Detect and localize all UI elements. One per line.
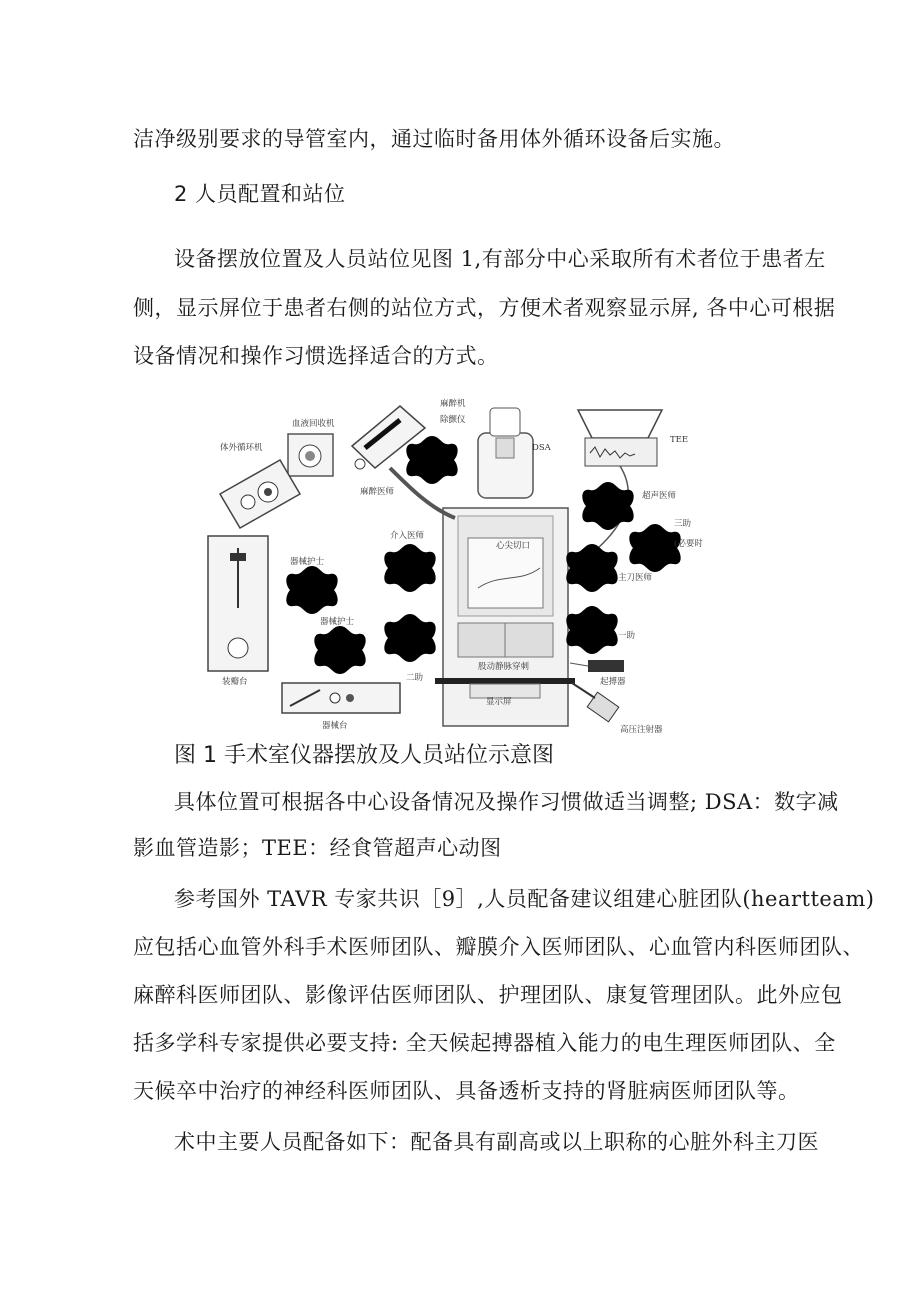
instrument-table bbox=[282, 683, 400, 713]
label: 血液回收机 bbox=[292, 419, 335, 429]
third-assistant-figure bbox=[629, 524, 680, 572]
operating-room-layout-figure bbox=[200, 398, 745, 738]
label: 主刀医师 bbox=[618, 573, 653, 583]
label: 一助 bbox=[618, 631, 636, 641]
label: 心尖切口 bbox=[496, 541, 531, 551]
label: 麻醉机 bbox=[440, 399, 466, 409]
label: 介入医师 bbox=[390, 531, 425, 541]
label: 装瓣台 bbox=[222, 677, 248, 687]
paragraph-line: 参考国外 TAVR 专家共识［9］,人员配备建议组建心脏团队(heartteam) bbox=[174, 887, 875, 911]
paragraph-line: 括多学科专家提供必要支持: 全天候起搏器植入能力的电生理医师团队、全 bbox=[133, 1031, 836, 1055]
label: 起搏器 bbox=[600, 677, 626, 687]
label: DSA bbox=[532, 443, 551, 453]
paragraph-line: 具体位置可根据各中心设备情况及操作习惯做适当调整; DSA：数字减 bbox=[174, 790, 839, 814]
blood-recovery-machine bbox=[288, 434, 333, 476]
paragraph-line: 天候卒中治疗的神经科医师团队、具备透析支持的肾脏病医师团队等。 bbox=[133, 1079, 800, 1103]
label: 器械台 bbox=[322, 721, 348, 731]
first-assistant-figure bbox=[566, 606, 617, 654]
paragraph-line: 侧，显示屏位于患者右侧的站位方式，方便术者观察显示屏, 各中心可根据 bbox=[133, 296, 836, 320]
label: 显示屏 bbox=[486, 697, 512, 707]
pacemaker bbox=[570, 660, 624, 672]
paragraph-line: 设备情况和操作习惯选择适合的方式。 bbox=[133, 344, 499, 368]
label: 股动静脉穿刺 bbox=[478, 662, 530, 672]
chief-surgeon-figure bbox=[566, 544, 617, 592]
section-heading: 2 人员配置和站位 bbox=[174, 182, 346, 206]
label: TEE bbox=[670, 435, 689, 445]
paragraph-line: 麻醉科医师团队、影像评估医师团队、护理团队、康复管理团队。此外应包 bbox=[133, 983, 843, 1007]
interventional-doctor-figure bbox=[384, 544, 435, 592]
instrument-nurse-figure bbox=[314, 626, 365, 674]
label: 二助 bbox=[406, 673, 424, 683]
ultrasound-doctor-figure bbox=[582, 482, 633, 530]
second-assistant-figure bbox=[384, 614, 435, 662]
dsa-unit bbox=[478, 408, 533, 498]
valve-setup-table bbox=[208, 536, 268, 671]
high-pressure-injector bbox=[572, 683, 619, 722]
label: 器械护士 bbox=[290, 557, 325, 567]
label: (必要时 bbox=[674, 539, 703, 549]
paragraph-line: 影血管造影；TEE：经食管超声心动图 bbox=[133, 836, 502, 860]
label: 高压注射器 bbox=[620, 725, 663, 735]
paragraph-line: 应包括心血管外科手术医师团队、瓣膜介入医师团队、心血管内科医师团队、 bbox=[133, 935, 864, 959]
paragraph-line: 洁净级别要求的导管室内，通过临时备用体外循环设备后实施。 bbox=[133, 127, 735, 151]
anesthesiologist-figure bbox=[406, 436, 457, 484]
label: 超声医师 bbox=[642, 491, 677, 501]
label: 麻醉医师 bbox=[360, 487, 395, 497]
label: 三助 bbox=[674, 519, 692, 529]
label: 除颤仪 bbox=[440, 415, 466, 425]
instrument-nurse-figure bbox=[286, 566, 337, 614]
paragraph-line: 设备摆放位置及人员站位见图 1,有部分中心采取所有术者位于患者左 bbox=[174, 247, 826, 271]
label: 体外循环机 bbox=[220, 443, 263, 453]
figure-caption: 图 1 手术室仪器摆放及人员站位示意图 bbox=[174, 743, 554, 768]
label: 器械护士 bbox=[320, 617, 355, 627]
paragraph-line: 术中主要人员配备如下：配备具有副高或以上职称的心脏外科主刀医 bbox=[174, 1130, 819, 1154]
